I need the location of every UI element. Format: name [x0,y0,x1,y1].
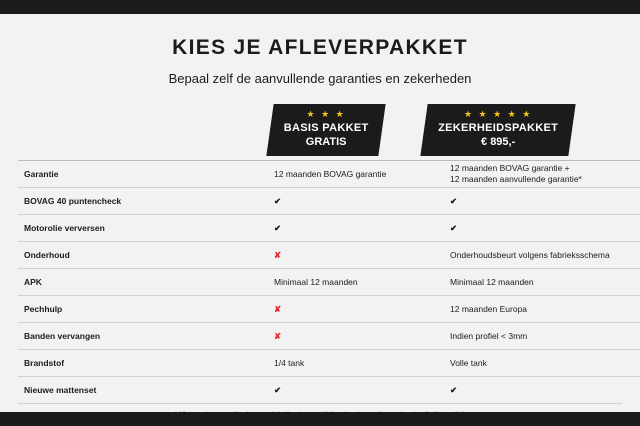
table-row [18,296,640,323]
feature-label: Motorolie verversen [24,223,105,233]
package-name-zekerheid: ZEKERHEIDSPAKKET [438,122,559,134]
zekerheid-value: Minimaal 12 maanden [450,277,534,287]
content-area [0,36,640,418]
feature-label: Onderhoud [24,250,70,260]
feature-label: APK [24,277,42,287]
basis-value: Minimaal 12 maanden [274,277,358,287]
package-badge-basis-inner [280,109,372,149]
zekerheid-value: Volle tank [450,358,487,368]
package-badges [18,104,622,156]
check-icon: ✔ [450,222,458,233]
feature-label: BOVAG 40 puntencheck [24,196,122,206]
package-badge-zekerheid[interactable] [420,104,575,156]
table-row [18,161,640,188]
cross-icon: ✘ [274,303,282,314]
bottom-bar [0,412,640,426]
cross-icon: ✘ [274,330,282,341]
table-row [18,215,640,242]
zekerheid-value: Indien profiel < 3mm [450,331,528,341]
zekerheid-value-line2: 12 maanden aanvullende garantie* [450,174,582,184]
table-row [18,323,640,350]
basis-value: 12 maanden BOVAG garantie [274,169,387,179]
zekerheid-value [434,161,640,188]
check-icon: ✔ [450,195,458,206]
zekerheid-value-line1: 12 maanden BOVAG garantie + [450,163,570,173]
package-name-basis: BASIS PAKKET [283,122,369,134]
feature-label: Banden vervangen [24,331,101,341]
check-icon: ✔ [274,384,282,395]
stars-icon: ★ ★ ★ ★ ★ [463,109,533,119]
table-row [18,350,640,377]
comparison-table [18,160,640,403]
basis-value: 1/4 tank [274,358,305,368]
feature-label: Brandstof [24,358,65,368]
feature-label: Pechhulp [24,304,63,314]
page-subtitle: Bepaal zelf de aanvullende garanties en zekerheden [168,71,472,86]
package-price-zekerheid: € 895,- [481,136,516,148]
cross-icon: ✘ [274,249,282,260]
feature-label: Nieuwe mattenset [24,385,97,395]
page-title: KIES JE AFLEVERPAKKET [172,36,468,59]
package-price-basis: GRATIS [305,136,347,148]
top-bar [0,0,640,14]
table-row [18,377,640,404]
package-badge-zekerheid-inner [434,109,562,149]
zekerheid-value: 12 maanden Europa [450,304,528,314]
package-badge-basis[interactable] [266,104,385,156]
check-icon: ✔ [274,195,282,206]
table-row [18,269,640,296]
zekerheid-value: Onderhoudsbeurt volgens fabrieksschema [450,250,610,260]
check-icon: ✔ [274,222,282,233]
table-row [18,188,640,215]
stars-icon: ★ ★ ★ [306,109,346,119]
table-row [18,242,640,269]
check-icon: ✔ [450,384,458,395]
feature-label: Garantie [24,169,59,179]
